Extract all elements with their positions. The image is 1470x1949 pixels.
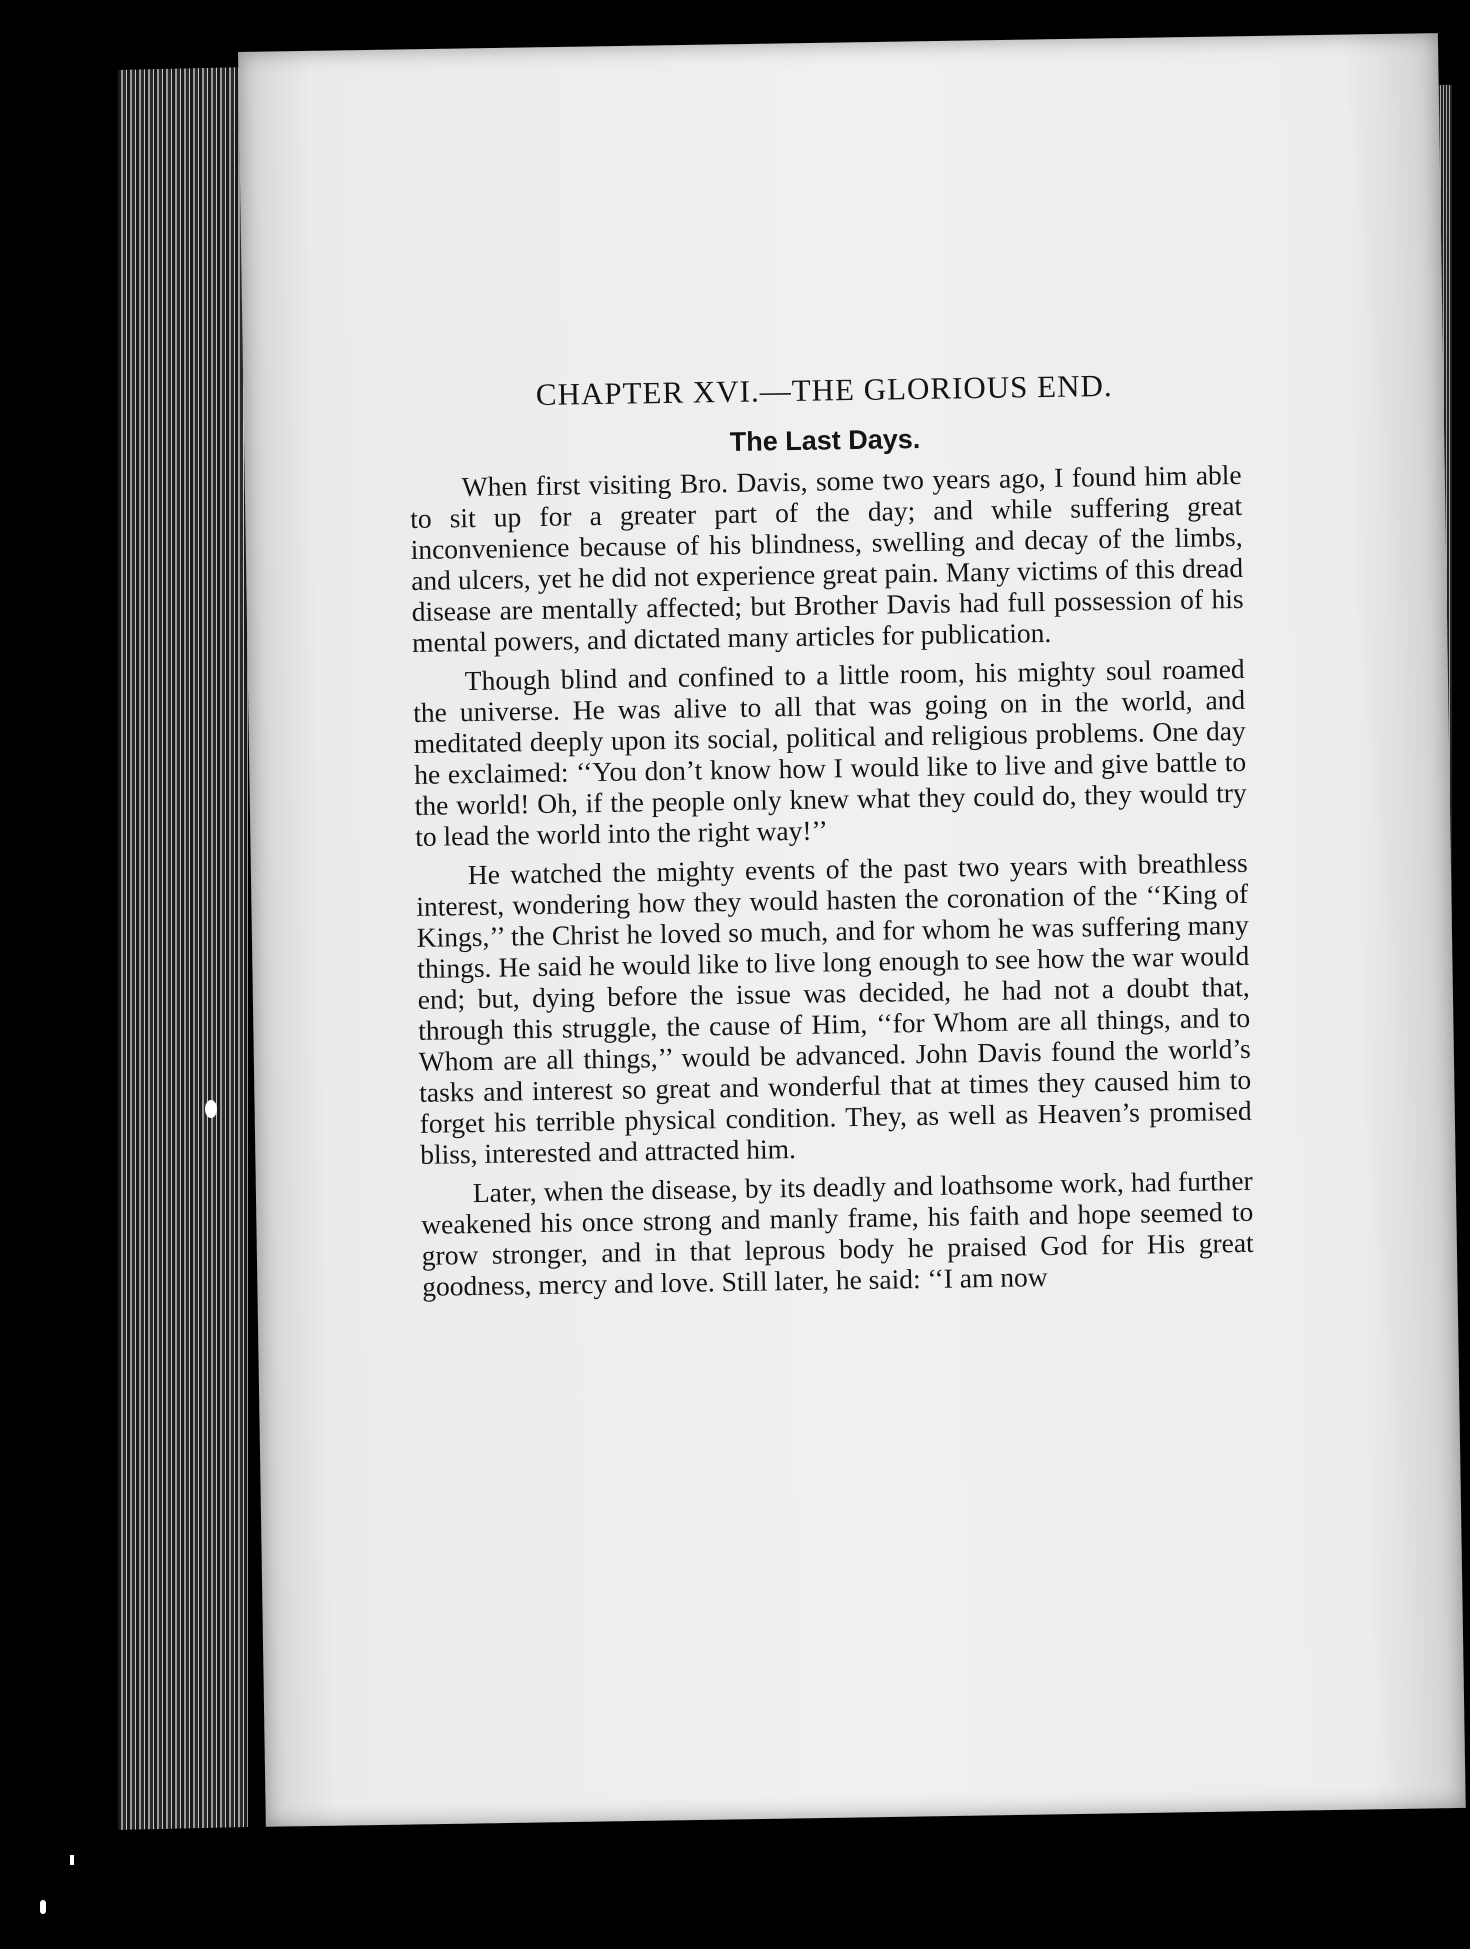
chapter-title: CHAPTER XVI.—THE GLORIOUS END.	[535, 367, 1113, 412]
scan-dust-mark	[40, 1900, 46, 1914]
body-paragraph: Later, when the disease, by its deadly and loathsome work, had further weakened his once strong and manly frame, his faith and hope seemed to grow stronger, and in that leprous body he praised God for His great goodness, mercy and love. Still later, he said: ‘‘I am now	[421, 1164, 1254, 1302]
body-paragraph: When first visiting Bro. Davis, some two years ago, I found him able to sit up for a greater part of the day; and while suffering great inconvenience because of his blindness, swelling and decay of the limbs, and ulcers, yet he did not experience great pain. Many victims of this dread disease are mentally affected; but Brother Davis had full possession of his mental powers, and dictated many articles for publication.	[409, 458, 1244, 658]
scan-dust-mark	[70, 1855, 74, 1865]
section-title: The Last Days.	[729, 423, 921, 457]
body-paragraph: Though blind and confined to a little room, his mighty soul roamed the universe. He was alive to all that was going on in the world, and meditated deeply upon its social, political and religious problems. One day he exclaimed: ‘‘You don’t know how I would like to live and give battle to the world! Oh, if the people only knew what they could do, they would try to lead the world into the right way!’’	[413, 652, 1247, 852]
book-page-edges	[118, 67, 248, 1830]
page-text	[408, 365, 1255, 1310]
body-paragraph: He watched the mighty events of the past two years with breathless interest, wondering how they would hasten the coronation of the ‘‘King of Kings,’’ the Christ he loved so much, and for whom he was suffering many things. He said he would like to live long enough to see how the war would end; but, dying before the issue was decided, he had not a doubt that, through this struggle, the cause of Him, ‘‘for Whom are all things, and to Whom are all things,’’ would be advanced. John Davis found the world’s tasks and interest so great and wonderful that at times they caused him to forget his terrible physical condition. They, as well as Heaven’s promised bliss, interested and attracted him.	[416, 846, 1252, 1170]
page-artifact-mark	[205, 1100, 217, 1118]
